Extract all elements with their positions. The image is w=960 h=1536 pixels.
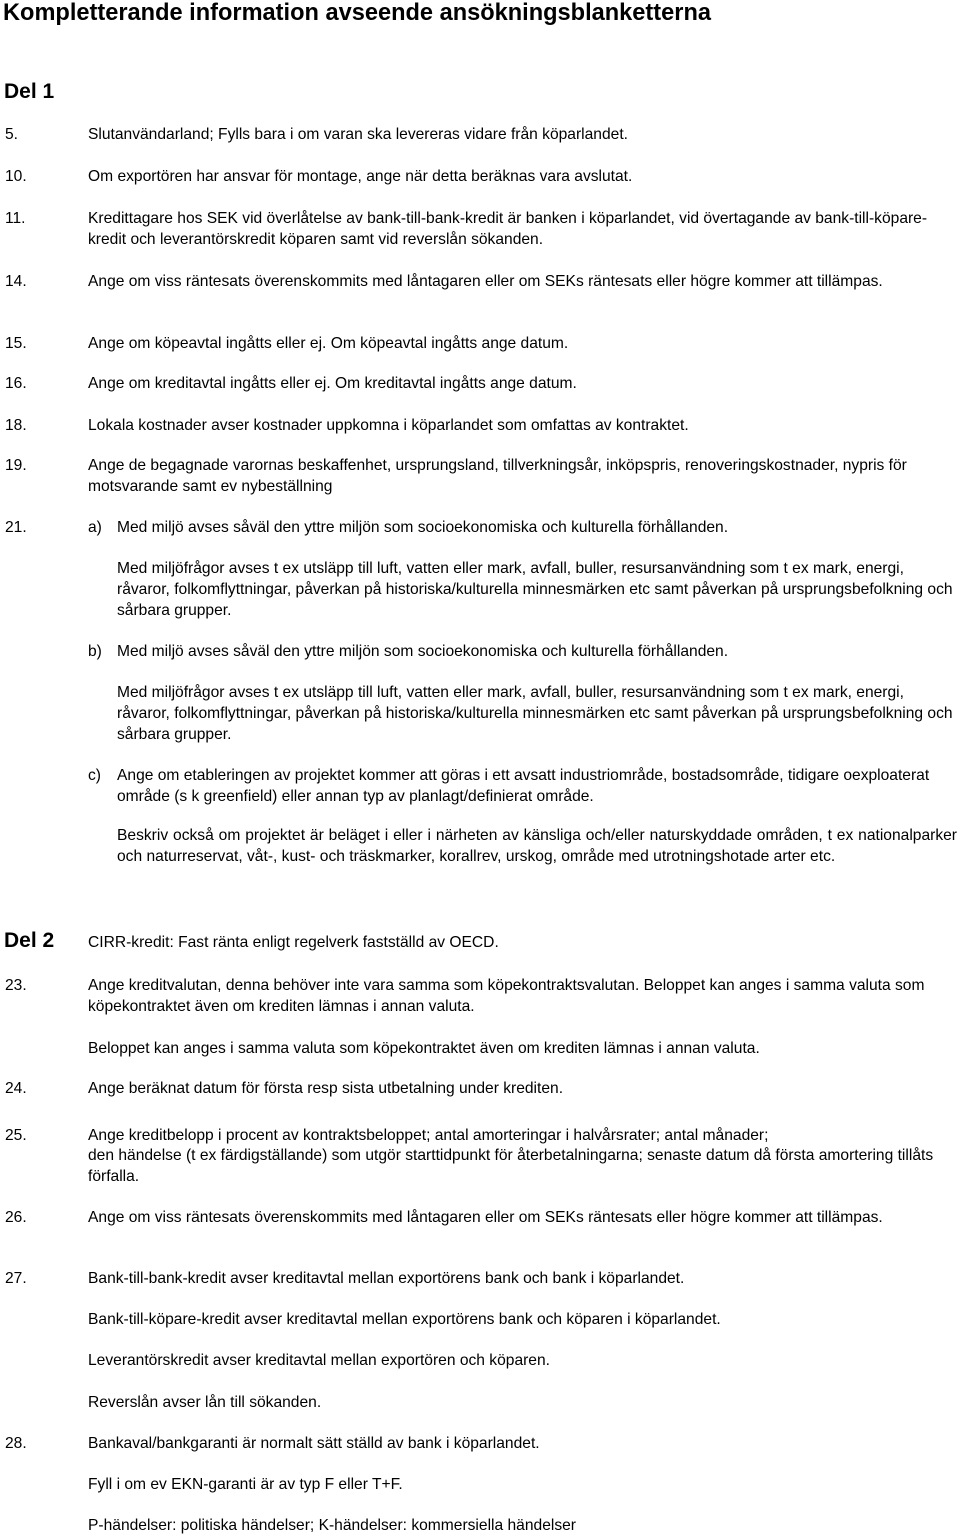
item-extra-text: Fyll i om ev EKN-garanti är av typ F eller T+F. bbox=[88, 1476, 403, 1493]
item-text: Ange om kreditavtal ingåtts eller ej. Om kreditavtal ingåtts ange datum. bbox=[88, 375, 577, 392]
item-text: Bank-till-bank-kredit avser kreditavtal mellan exportörens bank och bank i köparlandet. bbox=[88, 1270, 685, 1287]
item-number: 10. bbox=[5, 168, 27, 185]
item-text: Ange de begagnade varornas beskaffenhet, ursprungsland, tillverkningsår, inköpspris, renoveringskostnader, nypris för motsvarande samt ev nybeställning bbox=[88, 457, 907, 495]
item-number: 25. bbox=[5, 1127, 27, 1144]
item-number: 23. bbox=[5, 977, 27, 994]
item-text-continued: den händelse (t ex färdigställande) som utgör starttidpunkt för återbetalningarna; senaste datum då första amortering tillåts förfalla. bbox=[88, 1147, 934, 1185]
item-text: Ange beräknat datum för första resp sista utbetalning under krediten. bbox=[88, 1080, 564, 1097]
item-number: 21. bbox=[5, 519, 27, 536]
subitem-detail-a: Med miljöfrågor avses t ex utsläpp till luft, vatten eller mark, avfall, buller, resursanvändning som t ex mark, energi, råvaror, folkomflyttningar, påverkan på historiska/kulturella minnesmärken etc samt påverkan på ursprungsbefolkning och sårbara grupper. bbox=[117, 560, 953, 619]
item-extra-text: Reverslån avser lån till sökanden. bbox=[88, 1394, 322, 1411]
item-number: 15. bbox=[5, 335, 27, 352]
item-number: 26. bbox=[5, 1209, 27, 1226]
item-number: 14. bbox=[5, 273, 27, 290]
subitem-text-c: Ange om etableringen av projektet kommer att göras i ett avsatt industriområde, bostadsområde, tidigare oexploaterat område (s k greenfield) eller annan typ av planlagt/definierat område. bbox=[117, 767, 930, 805]
item-extra-text: P-händelser: politiska händelser; K-händelser: kommersiella händelser bbox=[88, 1517, 576, 1534]
item-extra-text: Bank-till-köpare-kredit avser kreditavtal mellan exportörens bank och köparen i köparlandet. bbox=[88, 1311, 721, 1328]
item-number: 18. bbox=[5, 417, 27, 434]
item-text: Slutanvändarland; Fylls bara i om varan ska levereras vidare från köparlandet. bbox=[88, 126, 628, 143]
item-number: 24. bbox=[5, 1080, 27, 1097]
item-extra-text: Beloppet kan anges i samma valuta som köpekontraktet även om krediten lämnas i annan valuta. bbox=[88, 1040, 760, 1057]
subitem-label-b: b) bbox=[88, 643, 102, 660]
item-number: 27. bbox=[5, 1270, 27, 1287]
document-title: Kompletterande information avseende ansökningsblanketterna bbox=[3, 0, 711, 26]
subitem-label-c: c) bbox=[88, 767, 101, 784]
item-number: 11. bbox=[5, 210, 26, 227]
subitem-detail-c: Beskriv också om projektet är beläget i eller i närheten av känsliga och/eller naturskyddade områden, t ex nationalparker och naturreservat, våt-, kust- och träskmarker, korallrev, urskog, område med utrotningshotade arter etc. bbox=[117, 827, 957, 865]
item-text: Bankaval/bankgaranti är normalt sätt ställd av bank i köparlandet. bbox=[88, 1435, 540, 1452]
item-number: 5. bbox=[5, 126, 19, 143]
section-heading-del2: Del 2 bbox=[4, 929, 55, 952]
item-text: Ange kreditbelopp i procent av kontraktsbeloppet; antal amorteringar i halvårsrater; antal månader; bbox=[88, 1127, 769, 1144]
item-text: Om exportören har ansvar för montage, ange när detta beräknas vara avslutat. bbox=[88, 168, 633, 185]
item-text: Ange om viss räntesats överenskommits med låntagaren eller om SEKs räntesats eller högre kommer att tillämpas. bbox=[88, 273, 883, 290]
item-text: Kredittagare hos SEK vid överlåtelse av bank-till-bank-kredit är banken i köparlandet, vid övertagande av bank-till-köpare-kredit och leverantörskredit köparen samt vid reverslån sökanden. bbox=[88, 210, 928, 248]
subitem-detail-b: Med miljöfrågor avses t ex utsläpp till luft, vatten eller mark, avfall, buller, resursanvändning som t ex mark, energi, råvaror, folkomflyttningar, påverkan på historiska/kulturella minnesmärken etc samt påverkan på ursprungsbefolkning och sårbara grupper. bbox=[117, 684, 953, 743]
item-number: 28. bbox=[5, 1435, 27, 1452]
item-text: Ange om köpeavtal ingåtts eller ej. Om köpeavtal ingåtts ange datum. bbox=[88, 335, 569, 352]
item-number: 19. bbox=[5, 457, 27, 474]
item-number: 16. bbox=[5, 375, 27, 392]
section-heading-del1: Del 1 bbox=[4, 80, 55, 103]
item-text: Ange om viss räntesats överenskommits med låntagaren eller om SEKs räntesats eller högre kommer att tillämpas. bbox=[88, 1209, 883, 1226]
subitem-label-a: a) bbox=[88, 519, 102, 536]
section-intro: CIRR-kredit: Fast ränta enligt regelverk fastställd av OECD. bbox=[88, 934, 499, 951]
subitem-text-b: Med miljö avses såväl den yttre miljön som socioekonomiska och kulturella förhållanden. bbox=[117, 643, 729, 660]
subitem-text-a: Med miljö avses såväl den yttre miljön som socioekonomiska och kulturella förhållanden. bbox=[117, 519, 729, 536]
item-text: Lokala kostnader avser kostnader uppkomna i köparlandet som omfattas av kontraktet. bbox=[88, 417, 689, 434]
item-extra-text: Leverantörskredit avser kreditavtal mellan exportören och köparen. bbox=[88, 1352, 550, 1369]
item-text: Ange kreditvalutan, denna behöver inte vara samma som köpekontraktsvalutan. Beloppet kan anges i samma valuta som köpekontraktet även om krediten lämnas i annan valuta. bbox=[88, 977, 925, 1015]
